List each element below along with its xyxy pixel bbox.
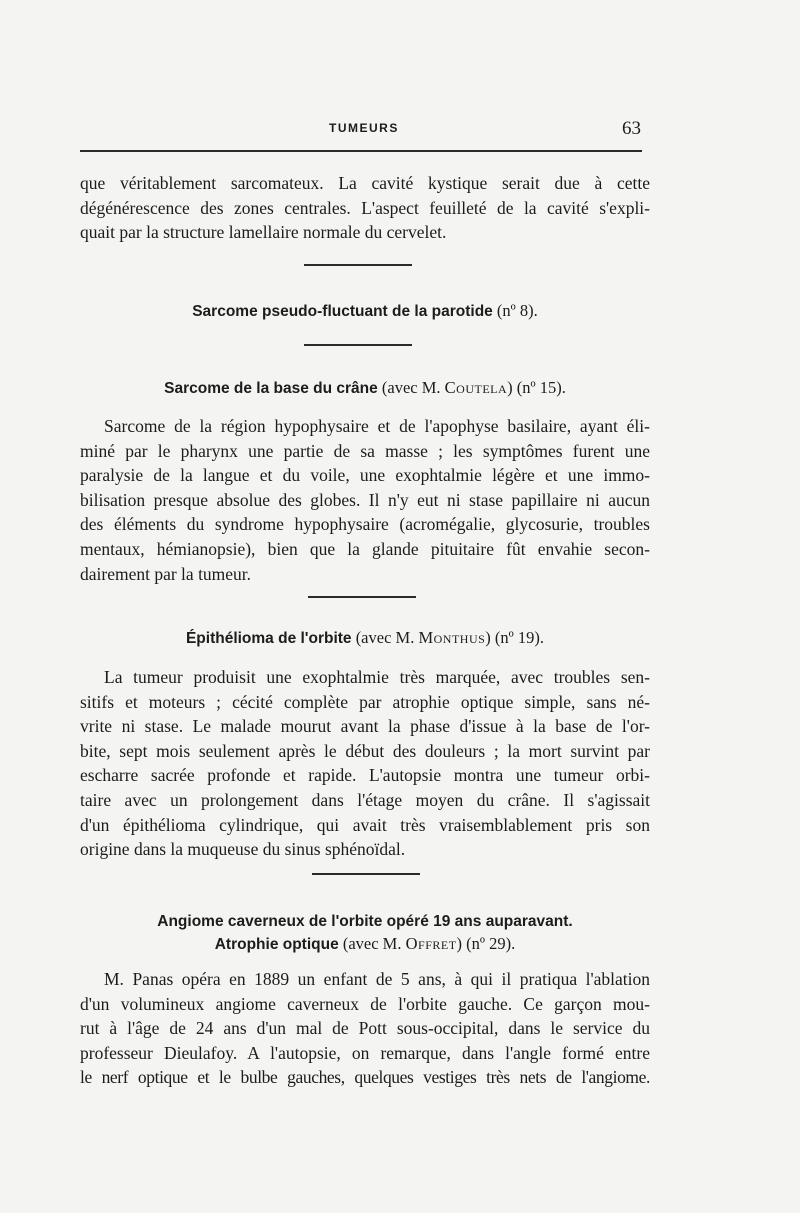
heading-title: Épithélioma de l'orbite (185, 630, 352, 647)
running-title: TUMEURS (329, 121, 399, 135)
text-line: bilisation presque absolue des globes. Il n'y eut ni stase papillaire ni aucun (80, 489, 650, 510)
section-heading-angiome (80, 910, 650, 956)
text-line: La tumeur produisit une exophtalmie très marquée, avec troubles sen- (104, 667, 650, 687)
heading-ref: ) (nº 19). (485, 628, 545, 647)
header-rule (80, 150, 642, 152)
text-line: mentaux, hémianopsie), bien que la glande pituitaire fût envahie secon- (80, 538, 650, 559)
text-line: escharre sacrée profonde et rapide. L'autopsie montra une tumeur orbi- (80, 765, 650, 786)
text-line: vrite ni stase. Le malade mourut avant la phase d'issue à la base de l'or- (80, 716, 650, 737)
intro-paragraph (80, 171, 650, 245)
heading-title: Sarcome de la base du crâne (164, 380, 378, 397)
text-line: dairement par la tumeur. (80, 563, 252, 584)
heading-author: Monthus (418, 628, 486, 647)
section-separator (304, 264, 412, 266)
section-separator (304, 344, 412, 346)
text-line: taire avec un prolongement dans l'étage moyen du crâne. Il s'agissait (80, 789, 650, 810)
section-heading-parotide (80, 300, 650, 323)
section-separator (308, 596, 416, 598)
text-line: que véritablement sarcomateux. La cavité kystique serait due à cette (80, 173, 650, 193)
text-line: bite, sept mois seulement après le début des douleurs ; la mort survint par (80, 740, 650, 761)
heading-title: Angiome caverneux de l'orbite opéré 19 ans auparavant. (157, 913, 573, 930)
paragraph-orbite (80, 665, 650, 862)
heading-author: Offret (405, 934, 457, 953)
text-line: paralysie de la langue et du voile, une exophtalmie légère et une immo- (80, 465, 650, 486)
text-line: rut à l'âge de 24 ans d'un mal de Pott sous-occipital, dans le service du (80, 1018, 650, 1039)
paragraph-angiome (80, 967, 650, 1090)
text-line: le nerf optique et le bulbe gauches, quelques vestiges très nets de l'angiome. (80, 1067, 650, 1088)
heading-avec: (avec M. (342, 934, 406, 953)
heading-author: Coutela (444, 378, 508, 397)
heading-ref: (nº 8). (496, 301, 538, 320)
text-line: d'un volumineux angiome caverneux de l'orbite gauche. Ce garçon mou- (80, 993, 650, 1014)
section-heading-orbite (80, 627, 650, 650)
paragraph-crane (80, 414, 650, 586)
section-heading-crane (80, 377, 650, 400)
text-line: sitifs et moteurs ; cécité complète par atrophie optique simple, sans né- (80, 691, 650, 712)
text-line: dégénérescence des zones centrales. L'aspect feuilleté de la cavité s'expli- (80, 197, 650, 218)
section-separator (312, 873, 420, 875)
text-line: Sarcome de la région hypophysaire et de l'apophyse basilaire, ayant éli- (104, 416, 650, 436)
text-line: des éléments du syndrome hypophysaire (acromégalie, glycosurie, troubles (80, 514, 650, 535)
text-line: quait par la structure lamellaire normale du cervelet. (80, 222, 447, 243)
heading-title: Sarcome pseudo-fluctuant de la parotide (192, 303, 493, 320)
heading-ref: ) (nº 15). (507, 378, 566, 397)
text-line: origine dans la muqueuse du sinus sphénoïdal. (80, 839, 406, 860)
heading-avec: (avec M. (355, 628, 419, 647)
text-line: miné par le pharynx une partie de sa masse ; les symptômes furent une (80, 440, 650, 461)
text-line: M. Panas opéra en 1889 un enfant de 5 ans, à qui il pratiqua l'ablation (104, 969, 650, 989)
heading-avec: (avec M. (381, 378, 445, 397)
text-line: d'un épithélioma cylindrique, qui avait très vraisemblablement pris son (80, 814, 650, 835)
page-number: 63 (622, 118, 641, 139)
heading-ref: ) (nº 29). (456, 934, 516, 953)
text-line: professeur Dieulafoy. A l'autopsie, on remarque, dans l'angle formé entre (80, 1042, 650, 1063)
heading-title: Atrophie optique (214, 936, 339, 953)
